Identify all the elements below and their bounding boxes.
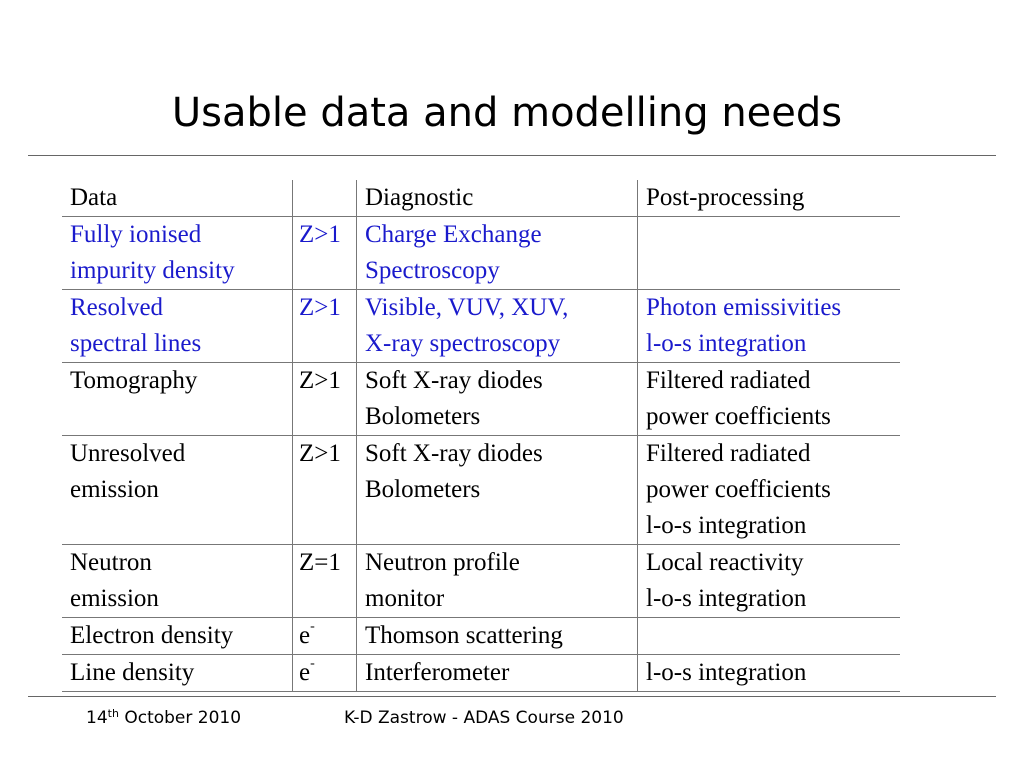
cell-z bbox=[293, 655, 357, 692]
cell-diagnostic-line: Soft X-ray diodes bbox=[365, 367, 543, 394]
table-row bbox=[62, 363, 900, 436]
cell-diagnostic-line: X-ray spectroscopy bbox=[365, 330, 561, 357]
cell-z bbox=[293, 618, 357, 655]
cell-diagnostic bbox=[357, 655, 638, 692]
cell-diagnostic-line: Spectroscopy bbox=[365, 257, 500, 284]
cell-z bbox=[293, 545, 357, 618]
cell-data-line: emission bbox=[70, 476, 159, 503]
cell-z-value: Z>1 bbox=[299, 221, 341, 248]
cell-z-superscript: - bbox=[310, 619, 315, 634]
slide-title: Usable data and modelling needs bbox=[171, 90, 843, 136]
cell-post-processing bbox=[638, 290, 901, 363]
cell-data-line: Line density bbox=[70, 659, 195, 686]
cell-data bbox=[62, 436, 293, 545]
cell-data-line: Tomography bbox=[70, 367, 198, 394]
cell-data bbox=[62, 618, 293, 655]
cell-diagnostic-line: Bolometers bbox=[365, 476, 481, 503]
cell-post-processing-line: l-o-s integration bbox=[646, 585, 807, 612]
cell-diagnostic-line: Bolometers bbox=[365, 403, 481, 430]
cell-data bbox=[62, 363, 293, 436]
cell-data-line: Resolved bbox=[70, 294, 164, 321]
footer-date bbox=[86, 708, 241, 728]
cell-post-processing-line: l-o-s integration bbox=[646, 330, 807, 357]
cell-post-processing-line: l-o-s integration bbox=[646, 659, 807, 686]
cell-diagnostic bbox=[357, 545, 638, 618]
cell-data-line: impurity density bbox=[70, 257, 235, 284]
table-row bbox=[62, 545, 900, 618]
table-row bbox=[62, 655, 900, 692]
cell-diagnostic bbox=[357, 290, 638, 363]
cell-data-line: emission bbox=[70, 585, 159, 612]
cell-z bbox=[293, 290, 357, 363]
cell-diagnostic-line: monitor bbox=[365, 585, 445, 612]
cell-post-processing bbox=[638, 545, 901, 618]
cell-post-processing-line: Local reactivity bbox=[646, 549, 804, 576]
header-diagnostic: Diagnostic bbox=[357, 180, 638, 217]
header-post-processing: Post-processing bbox=[638, 180, 901, 217]
cell-data bbox=[62, 290, 293, 363]
cell-post-processing bbox=[638, 618, 901, 655]
cell-data-line: Neutron bbox=[70, 549, 152, 576]
cell-z-value: Z>1 bbox=[299, 294, 341, 321]
title-divider bbox=[28, 155, 996, 156]
cell-data bbox=[62, 217, 293, 290]
cell-z-value: Z>1 bbox=[299, 440, 341, 467]
cell-post-processing bbox=[638, 217, 901, 290]
cell-diagnostic-line: Charge Exchange bbox=[365, 221, 542, 248]
table-row bbox=[62, 618, 900, 655]
cell-z bbox=[293, 436, 357, 545]
cell-diagnostic-line: Visible, VUV, XUV, bbox=[365, 294, 569, 321]
table-row bbox=[62, 436, 900, 545]
footer-date-day: 14 bbox=[86, 708, 108, 728]
cell-data bbox=[62, 655, 293, 692]
cell-z-value: e bbox=[299, 622, 311, 649]
cell-diagnostic bbox=[357, 217, 638, 290]
cell-diagnostic bbox=[357, 618, 638, 655]
cell-post-processing-line: Photon emissivities bbox=[646, 294, 842, 321]
header-z bbox=[293, 180, 357, 217]
cell-data-line: Fully ionised bbox=[70, 221, 202, 248]
cell-post-processing-line: l-o-s integration bbox=[646, 512, 807, 539]
cell-data-line: Electron density bbox=[70, 622, 234, 649]
data-table bbox=[62, 180, 900, 692]
cell-post-processing bbox=[638, 655, 901, 692]
footer-author: K-D Zastrow - ADAS Course 2010 bbox=[344, 708, 624, 728]
cell-data-line: spectral lines bbox=[70, 330, 202, 357]
cell-z-value: Z=1 bbox=[299, 549, 341, 576]
cell-z-value: Z>1 bbox=[299, 367, 341, 394]
table-row bbox=[62, 290, 900, 363]
footer-divider bbox=[28, 696, 996, 697]
cell-diagnostic-line: Soft X-ray diodes bbox=[365, 440, 543, 467]
cell-post-processing-line: power coefficients bbox=[646, 403, 831, 430]
cell-post-processing-line: Filtered radiated bbox=[646, 440, 811, 467]
cell-diagnostic-line: Interferometer bbox=[365, 659, 510, 686]
cell-diagnostic-line: Thomson scattering bbox=[365, 622, 563, 649]
cell-diagnostic bbox=[357, 363, 638, 436]
cell-data bbox=[62, 545, 293, 618]
cell-post-processing bbox=[638, 436, 901, 545]
footer-date-rest: October 2010 bbox=[118, 708, 242, 728]
cell-data-line: Unresolved bbox=[70, 440, 186, 467]
cell-post-processing bbox=[638, 363, 901, 436]
cell-z-value: e bbox=[299, 659, 311, 686]
cell-post-processing-line: Filtered radiated bbox=[646, 367, 811, 394]
cell-post-processing-line: power coefficients bbox=[646, 476, 831, 503]
header-data: Data bbox=[62, 180, 293, 217]
cell-diagnostic-line: Neutron profile bbox=[365, 549, 520, 576]
table-header-row bbox=[62, 180, 900, 217]
table-row bbox=[62, 217, 900, 290]
footer-date-suffix: th bbox=[107, 707, 119, 720]
cell-diagnostic bbox=[357, 436, 638, 545]
cell-z bbox=[293, 363, 357, 436]
cell-z-superscript: - bbox=[310, 656, 315, 671]
cell-z bbox=[293, 217, 357, 290]
